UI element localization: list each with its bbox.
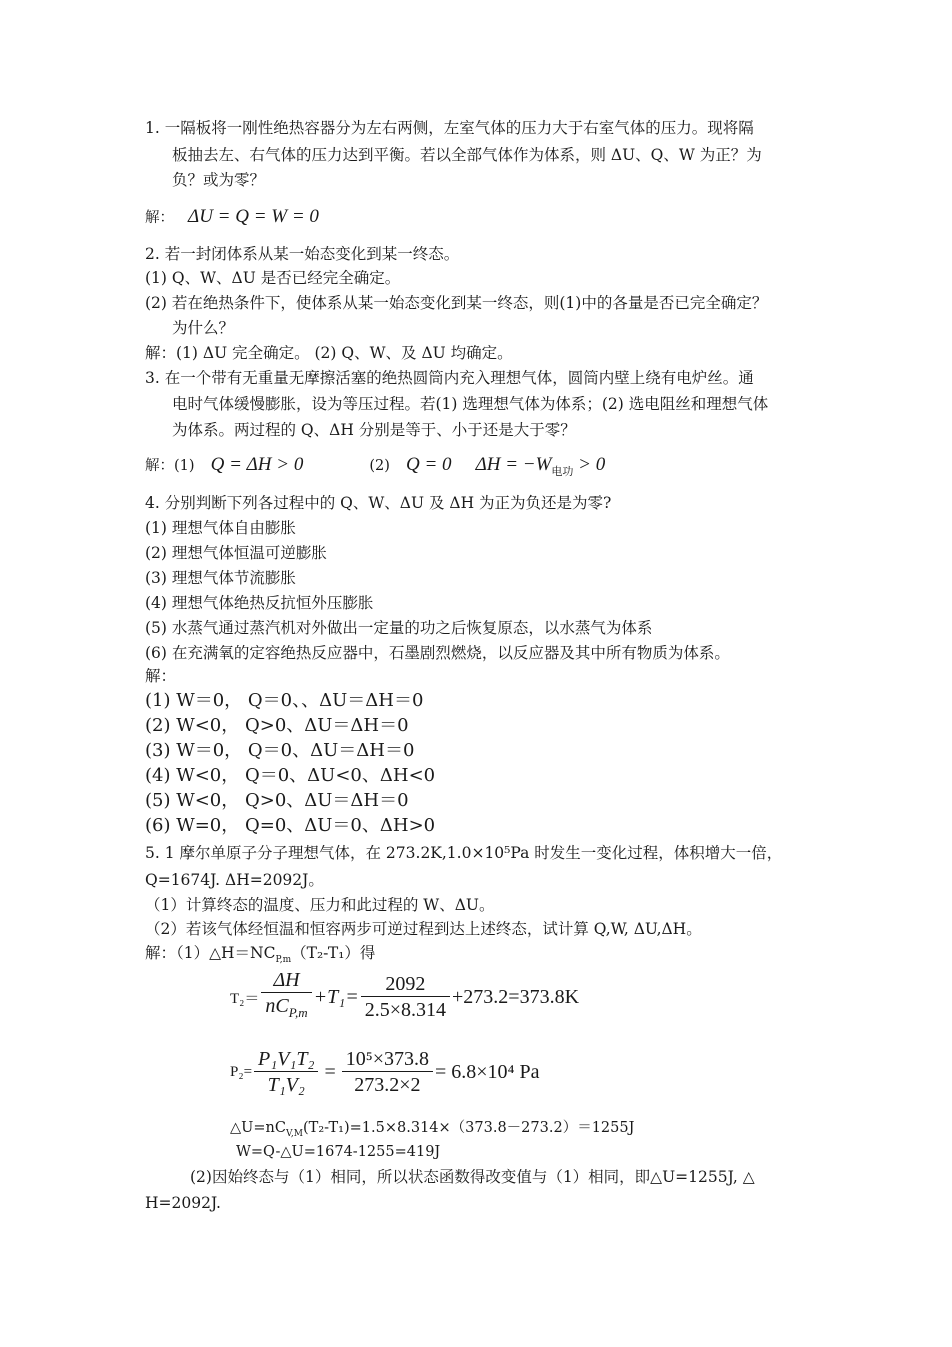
q3-solution-part1: Q = ΔH > 0: [210, 454, 304, 475]
q5-solution-sub: P,m: [275, 955, 292, 966]
q4-item-1: (1) 理想气体自由膨胀: [145, 519, 296, 537]
q4-answer-1: (1) W＝0， Q＝0、、ΔU＝ΔH＝0: [145, 690, 424, 711]
q5-line4: （2）若该气体经恒温和恒容两步可逆过程到达上述终态，试计算 Q,W, ΔU,ΔH。: [145, 920, 702, 938]
t2-label: T₂＝: [230, 990, 260, 1007]
q2-line2: (1) Q、W、ΔU 是否已经完全确定。: [145, 269, 401, 287]
q4-item-4: (4) 理想气体绝热反抗恒外压膨胀: [145, 594, 374, 612]
q5-part2-line1: (2)因始终态与（1）相同，所以状态函数得改变值与（1）相同，即△U=1255J, △: [190, 1168, 755, 1186]
q4-item-5: (5) 水蒸气通过蒸汽机对外做出一定量的功之后恢复原态，以水蒸气为体系: [145, 619, 653, 637]
q1-solution: [145, 204, 319, 230]
q5-solution-rest: （T₂-T₁）得: [291, 944, 376, 962]
q2-line4: 为什么？: [172, 319, 235, 337]
t2-result: +273.2=373.8K: [452, 985, 580, 1008]
t2-den-1: [261, 993, 311, 1026]
q3-line3: 为体系。两过程的 Q、ΔH 分别是等于、小于还是大于零？: [172, 421, 576, 439]
q5-line1: 5. 1 摩尔单原子分子理想气体，在 273.2K,1.0×10⁵Pa 时发生一变化过程，体积增大一倍，: [145, 844, 783, 862]
q3-solution-part2c: > 0: [573, 454, 606, 475]
t2-den-1-sub: P,m: [288, 1005, 308, 1020]
q4-answer-3: (3) W＝0， Q＝0、ΔU＝ΔH＝0: [145, 740, 415, 761]
q1-solution-label: 解：: [145, 210, 174, 226]
q1-line3: 负？或为零？: [172, 171, 266, 189]
p2-num-2: 10⁵×373.8: [342, 1047, 433, 1072]
q4-item-6: (6) 在充满氧的定容绝热反应器中，石墨剧烈燃烧，以反应器及其中所有物质为体系。: [145, 644, 730, 662]
p2-den-2: 273.2×2: [354, 1074, 421, 1096]
q3-solution: [145, 452, 605, 484]
q3-solution-part2b-sub: 电功: [551, 464, 574, 478]
q5-part2-line2: H=2092J.: [145, 1194, 221, 1212]
q3-line1: 3. 在一个带有无重量无摩擦活塞的绝热圆筒内充入理想气体，圆筒内壁上绕有电炉丝。通: [145, 369, 754, 387]
p2-label: P₂=: [230, 1064, 253, 1080]
du-text: △U=nC: [230, 1120, 286, 1136]
t2-num-2: 2092: [361, 972, 450, 997]
t2-fraction-2: [361, 972, 450, 1023]
q3-solution-part2a: Q = 0: [405, 454, 452, 475]
q4-item-2: (2) 理想气体恒温可逆膨胀: [145, 544, 327, 562]
p2-fraction-2: [342, 1047, 433, 1098]
p2-den-1: T₁V₂: [267, 1074, 305, 1096]
du-line: [230, 1118, 634, 1144]
q3-solution-part2-label: (2): [369, 458, 390, 474]
q2-solution: 解：(1) ΔU 完全确定。 (2) Q、W、及 ΔU 均确定。: [145, 344, 513, 362]
p2-result: = 6.8×10⁴ Pa: [435, 1061, 540, 1083]
q4-answer-5: (5) W<0， Q>0、ΔU＝ΔH＝0: [145, 790, 409, 811]
q5-solution-line: [145, 943, 375, 970]
t2-plus: +T₁=: [313, 985, 359, 1008]
q1-solution-math: ΔU = Q = W = 0: [188, 206, 319, 227]
q5-line2: Q=1674J. ΔH=2092J。: [145, 871, 324, 889]
t2-den-2: 2.5×8.314: [364, 998, 447, 1021]
q3-solution-part2b: ΔH = −W: [475, 454, 552, 475]
q5-solution-text: 解：（1）△H＝NC: [145, 944, 276, 962]
q2-line1: 2. 若一封闭体系从某一始态变化到某一终态。: [145, 245, 460, 263]
p2-equation: P₂= $\frac{\text{P₁V₁T₂}}{\text{T₁V₂}}$ = $\frac{\text{10⁵×373.8}}{273.2\times 2}$ = 6.8×10⁴ Pa: [230, 1048, 540, 1096]
q3-solution-label: 解：(1): [145, 458, 195, 474]
q4-line1: 4. 分别判断下列各过程中的 Q、W、ΔU 及 ΔH 为正为负还是为零?: [145, 494, 612, 512]
q4-solution-label: 解：: [145, 667, 177, 685]
q2-line3: (2) 若在绝热条件下，使体系从某一始态变化到某一终态，则(1)中的各量是否已完全确定？: [145, 294, 768, 312]
q4-item-3: (3) 理想气体节流膨胀: [145, 569, 296, 587]
du-sub: V,M: [285, 1128, 303, 1139]
q1-line1: 1. 一隔板将一刚性绝热容器分为左右两侧，左室气体的压力大于右室气体的压力。现将隔: [145, 119, 754, 137]
t2-equation: [230, 968, 579, 1026]
q4-answer-4: (4) W<0， Q＝0、ΔU<0、ΔH<0: [145, 765, 436, 786]
q4-answer-2: (2) W<0， Q>0、ΔU＝ΔH＝0: [145, 715, 409, 736]
p2-fraction-1: [254, 1047, 318, 1098]
t2-num-1: ΔH: [261, 968, 311, 993]
q4-answer-6: (6) W=0， Q=0、ΔU＝0、ΔH>0: [145, 815, 436, 836]
q3-line2: 电时气体缓慢膨胀，设为等压过程。若(1) 选理想气体为体系；(2) 选电阻丝和理想气体: [172, 395, 769, 413]
t2-den-1-text: nC: [265, 995, 289, 1017]
p2-num-1: P₁V₁T₂: [254, 1047, 318, 1072]
w-line: W=Q-△U=1674-1255=419J: [236, 1144, 441, 1160]
t2-fraction-1: [261, 968, 311, 1026]
q5-line3: （1）计算终态的温度、压力和此过程的 W、ΔU。: [145, 896, 495, 914]
du-rest: (T₂-T₁)=1.5×8.314×（373.8－273.2）＝1255J: [302, 1120, 635, 1136]
q1-line2: 板抽去左、右气体的压力达到平衡。若以全部气体作为体系，则 ΔU、Q、W 为正？为: [172, 146, 762, 164]
